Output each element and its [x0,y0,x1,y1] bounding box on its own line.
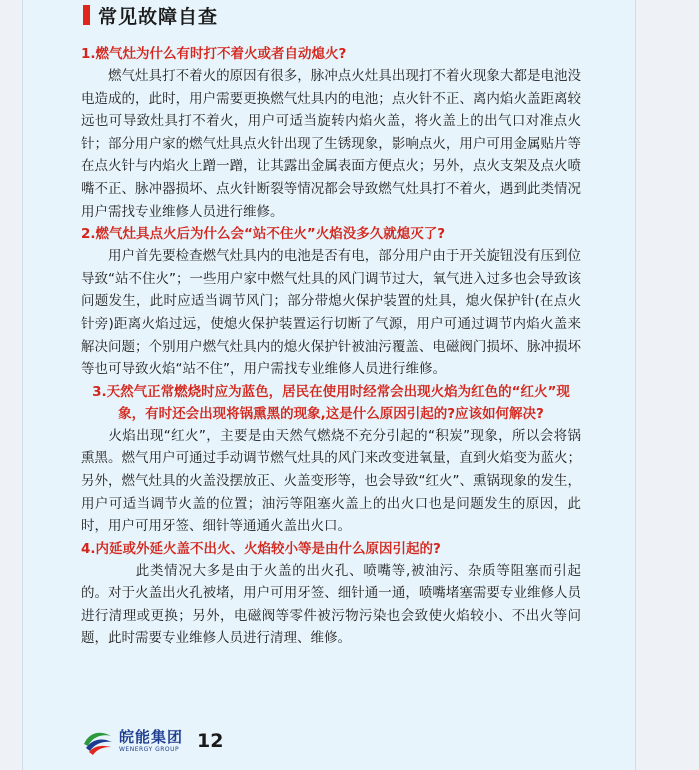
faq-answer-text: 用户首先要检查燃气灶具内的电池是否有电，部分用户由于开关旋钮没有压到位导致“站不住火”；一些用户家中燃气灶具的风门调节过大，氧气进入过多也会导致该问题发生，此时应适当调节风门；部分带熄火保护装置的灶具，熄火保护针(在点火针旁)距离火焰过远，使熄火保护装置运行切断了气源，用户可通过调节内焰火盖来解决问题；个别用户燃气灶具内的熄火保护针被油污覆盖、电磁阀门损坏、脉冲损坏等也可导致火焰“站不住”，用户需找专业维修人员进行维修。 [81,248,581,378]
faq-answer-4 [81,560,581,650]
faq-answer-2 [81,245,581,381]
company-logo-text [119,729,183,754]
faq-question-1: 1.燃气灶为什么有时打不着火或者自动熄火? [81,46,347,62]
faq-question-2: 2.燃气灶具点火后为什么会“站不住火”火焰没多久就熄灭了? [81,226,446,243]
company-logo-icon [81,724,115,758]
viewer-margin-left [0,0,22,770]
faq-question-3: 3.天然气正常燃烧时应为蓝色，居民在使用时经常会出现火焰为红色的“红火”现象，有时还会出现将锅熏黑的现象,这是什么原因引起的?应该如何解决? [92,383,570,422]
section-title: 常见故障自查 [98,5,219,28]
faq-answer-text: 此类情况大多是由于火盖的出火孔、喷嘴等,被油污、杂质等阻塞而引起的。对于火盖出火孔被堵，用户可用牙签、细针通一通，喷嘴堵塞需要专业维修人员进行清理或更换；另外，电磁阀等零件被污物污染也会致使火焰较小、不出火等问题，此时需要专业维修人员进行清理、维修。 [81,562,581,647]
page-number: 12 [197,730,224,752]
company-name-cn: 皖能集团 [119,727,184,746]
section-accent-bar [83,5,90,25]
section-header [83,2,218,28]
faq-answer-3 [81,425,581,538]
faq-question-4: 4.内延或外延火盖不出火、火焰较小等是由什么原因引起的? [81,540,441,557]
company-name-en: WENERGY GROUP [119,745,180,753]
faq-content [81,43,581,650]
faq-answer-text: 燃气灶具打不着火的原因有很多，脉冲点火灶具出现打不着火现象大都是电池没电造成的，此时，用户需要更换燃气灶具内的电池；点火针不正、离内焰火盖距离较远也可导致灶具打不着火，用户可适当旋转内焰火盖，将火盖上的出气口对准点火针；部分用户家的燃气灶具点火针出现了生锈现象，影响点火，用户可用金属贴片等在点火针与内焰火上蹭一蹭，让其露出金属表面方便点火；另外，点火支架及点火喷嘴不正、脉冲器损坏、点火针断裂等情况都会导致燃气灶具打不着火，遇到此类情况用户需找专业维修人员进行维修。 [81,68,581,220]
faq-answer-1 [81,65,581,223]
viewer-margin-right [636,0,699,770]
document-page [22,0,636,770]
faq-answer-text: 火焰出现“红火”，主要是由天然气燃烧不充分引起的“积炭”现象，所以会将锅熏黑。燃气用户可通过手动调节燃气灶具的风门来改变进氧量，直到火焰变为蓝火；另外，燃气灶具的火盖没摆放正、火盖变形等，也会导致“红火”、熏锅现象的发生，用户可适当调节火盖的位置；油污等阻塞火盖上的出火口也是问题发生的原因，此时，用户可用牙签、细针等通通火盖出火口。 [81,427,581,535]
page-footer [81,724,223,758]
